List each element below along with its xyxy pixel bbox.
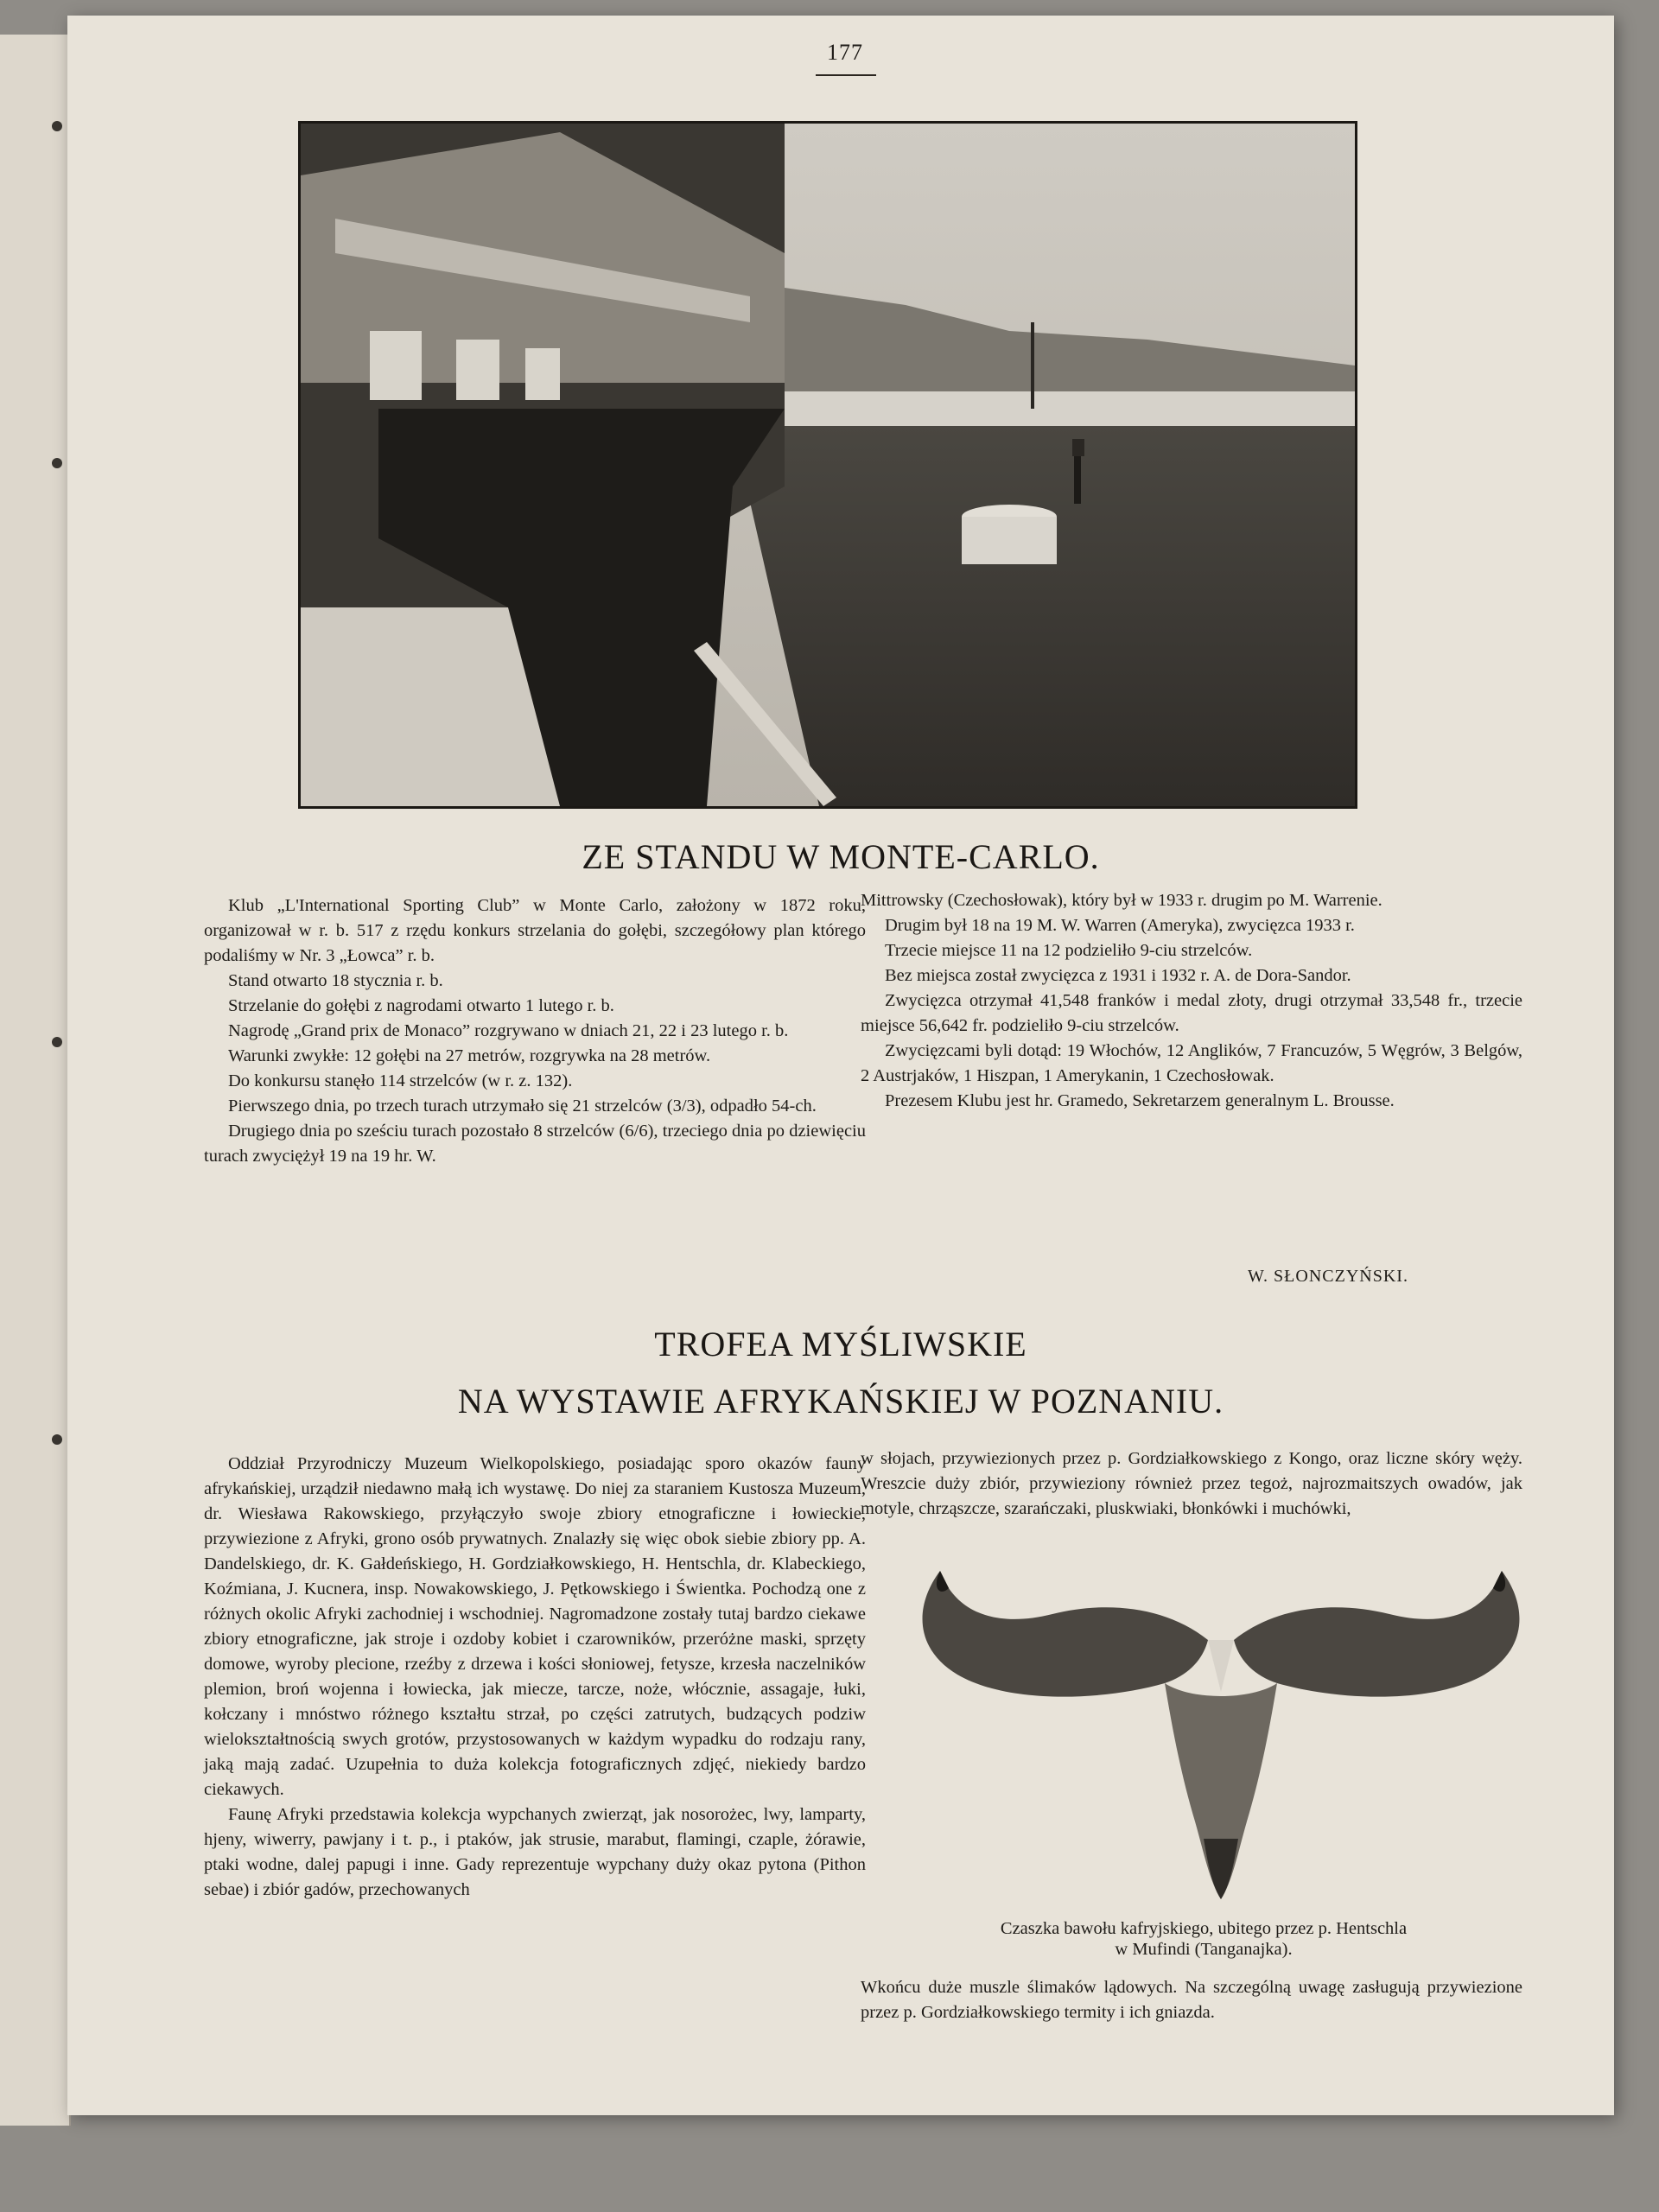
article1-left-column xyxy=(204,893,866,1169)
article2-title-line2: NA WYSTAWIE AFRYKAŃSKIEJ W POZNANIU. xyxy=(457,1382,1224,1421)
article1-paragraph: Drugiego dnia po sześciu turach pozostało 8 strzelców (6/6), trzeciego dnia po dziewięciu turach zwyciężył 19 na 19 hr. W. xyxy=(204,1122,866,1166)
article1-right-column xyxy=(861,888,1522,1114)
article2-right-column-bottom xyxy=(861,1975,1522,2025)
article1-paragraph: Stand otwarto 18 stycznia r. b. xyxy=(228,971,443,990)
article1-paragraph: Zwycięzcami byli dotąd: 19 Włochów, 12 Anglików, 7 Francuzów, 5 Węgrów, 3 Belgów, 2 Austrjaków, 1 Hiszpan, 1 Amerykanin, 1 Czechosłowak. xyxy=(861,1041,1522,1085)
buffalo-skull-image xyxy=(906,1554,1536,1916)
article1-paragraph: Pierwszego dnia, po trzech turach utrzymało się 21 strzelców (3/3), odpadło 54-ch. xyxy=(228,1096,817,1116)
article1-paragraph: Strzelanie do gołębi z nagrodami otwarto 1 lutego r. b. xyxy=(228,996,614,1015)
article1-paragraph: Do konkursu stanęło 114 strzelców (w r. z. 132). xyxy=(228,1071,573,1090)
article2-paragraph: Wkońcu duże muszle ślimaków lądowych. Na szczególną uwagę zasługują przywiezione przez p. Gordziałkowskiego termity i ich gniazda. xyxy=(861,1978,1522,2022)
binding-hole xyxy=(52,1434,62,1445)
binding-hole xyxy=(52,458,62,468)
image-caption xyxy=(862,1918,1545,1960)
article2-paragraph: w słojach, przywiezionych przez p. Gordziałkowskiego z Kongo, oraz liczne skóry węży. Wreszcie duży zbiór, przywieziony również przez tegoż, najrozmaitszych owadów, jak motyle, chrząszcze, szarańczaki, pluskwiaki, błonkówki i muchówki, xyxy=(861,1449,1522,1518)
buffalo-skull-illustration xyxy=(906,1554,1536,1916)
article2-title-line1: TROFEA MYŚLIWSKIE xyxy=(654,1325,1027,1363)
article1-paragraph: Bez miejsca został zwycięzca z 1931 i 1932 r. A. de Dora-Sandor. xyxy=(885,966,1351,985)
shooting-range-illustration xyxy=(301,124,1355,806)
previous-page-edge xyxy=(0,35,71,2126)
binding-hole xyxy=(52,1037,62,1047)
monte-carlo-photo xyxy=(298,121,1357,809)
article1-paragraph: Mittrowsky (Czechosłowak), który był w 1933 r. drugim po M. Warrenie. xyxy=(861,891,1382,910)
article1-paragraph: Klub „L'International Sporting Club” w Monte Carlo, założony w 1872 roku, organizował w r. b. 517 z rzędu konkurs strzelania do gołębi, szczegółowy plan którego podaliśmy w Nr. 3 „Łowca” r. b. xyxy=(204,896,866,965)
article1-paragraph: Trzecie miejsce 11 na 12 podzieliło 9-ciu strzelców. xyxy=(885,941,1253,960)
article1-title: ZE STANDU W MONTE-CARLO. xyxy=(582,837,1100,876)
article1-paragraph: Drugim był 18 na 19 M. W. Warren (Ameryka), zwycięzca 1933 r. xyxy=(885,916,1355,935)
article1-paragraph: Warunki zwykłe: 12 gołębi na 27 metrów, rozgrywka na 28 metrów. xyxy=(228,1046,711,1065)
page-number: 177 xyxy=(827,40,863,65)
article1-signature: W. SŁONCZYŃSKI. xyxy=(1248,1267,1408,1286)
article1-paragraph: Nagrodę „Grand prix de Monaco” rozgrywano w dniach 21, 22 i 23 lutego r. b. xyxy=(228,1021,789,1040)
article1-paragraph: Prezesem Klubu jest hr. Gramedo, Sekretarzem generalnym L. Brousse. xyxy=(885,1091,1395,1110)
article2-paragraph: Oddział Przyrodniczy Muzeum Wielkopolskiego, posiadając sporo okazów fauny afrykańskiej, urządził niedawno małą ich wystawę. Do niej za staraniem Kustosza Muzeum, dr. Wiesława Rakowskiego, przyłączyło swoje zbiory etnograficzne i łowieckie, przywiezione z Afryki, grono osób prywatnych. Znalazły się więc obok siebie zbiory pp. A. Dandelskiego, dr. K. Gałdeńskiego, H. Gordziałkowskiego, H. Hentschla, dr. Klabeckiego, Koźmiana, J. Kucnera, insp. Nowakowskiego, J. Pętkowskiego i Świentka. Pochodzą one z różnych okolic Afryki zachodniej i wschodniej. Nagromadzone zostały tutaj bardzo ciekawe zbiory etnograficzne, jak stroje i ozdoby kobiet i czarowników, przeróżne maski, sprzęty domowe, wyroby plecione, rzeźby z drzewa i kości słoniowej, fetysze, krzesła naczelników plemion, broń wojenna i łowiecka, jak miecze, tarcze, noże, włócznie, assagaje, łuki, kołczany i mnóstwo różnego kształtu strzał, po części zatrutych, budzących podziw wielokształtnością swych grotów, przystosowanych w każdym wypadku do rodzaju rany, jaką mają zadać. Uzupełnia to duża kolekcja fotograficznych zdjęć, niekiedy bardzo ciekawych. xyxy=(204,1454,866,1799)
article2-right-column-top xyxy=(861,1446,1522,1522)
article2-left-column xyxy=(204,1452,866,1903)
article2-paragraph: Faunę Afryki przedstawia kolekcja wypchanych zwierząt, jak nosorożec, lwy, lamparty, hjeny, wiwerry, pawjany i t. p., i ptaków, jak strusie, marabut, flamingi, czaple, żórawie, ptaki wodne, dalej papugi i inne. Gady reprezentuje wypchany duży okaz pytona (Pithon sebae) i zbiór gadów, przechowanych xyxy=(204,1805,866,1899)
image-caption-line2: w Mufindi (Tanganajka). xyxy=(1115,1940,1293,1959)
image-caption-line1: Czaszka bawołu kafryjskiego, ubitego przez p. Hentschla xyxy=(1000,1919,1408,1938)
article1-paragraph: Zwycięzca otrzymał 41,548 franków i medal złoty, drugi otrzymał 33,548 fr., trzecie miejsce 56,642 fr. podzieliło 9-ciu strzelców. xyxy=(861,991,1522,1035)
magazine-page xyxy=(67,16,1614,2115)
page-number-underline xyxy=(816,74,876,76)
binding-hole xyxy=(52,121,62,131)
